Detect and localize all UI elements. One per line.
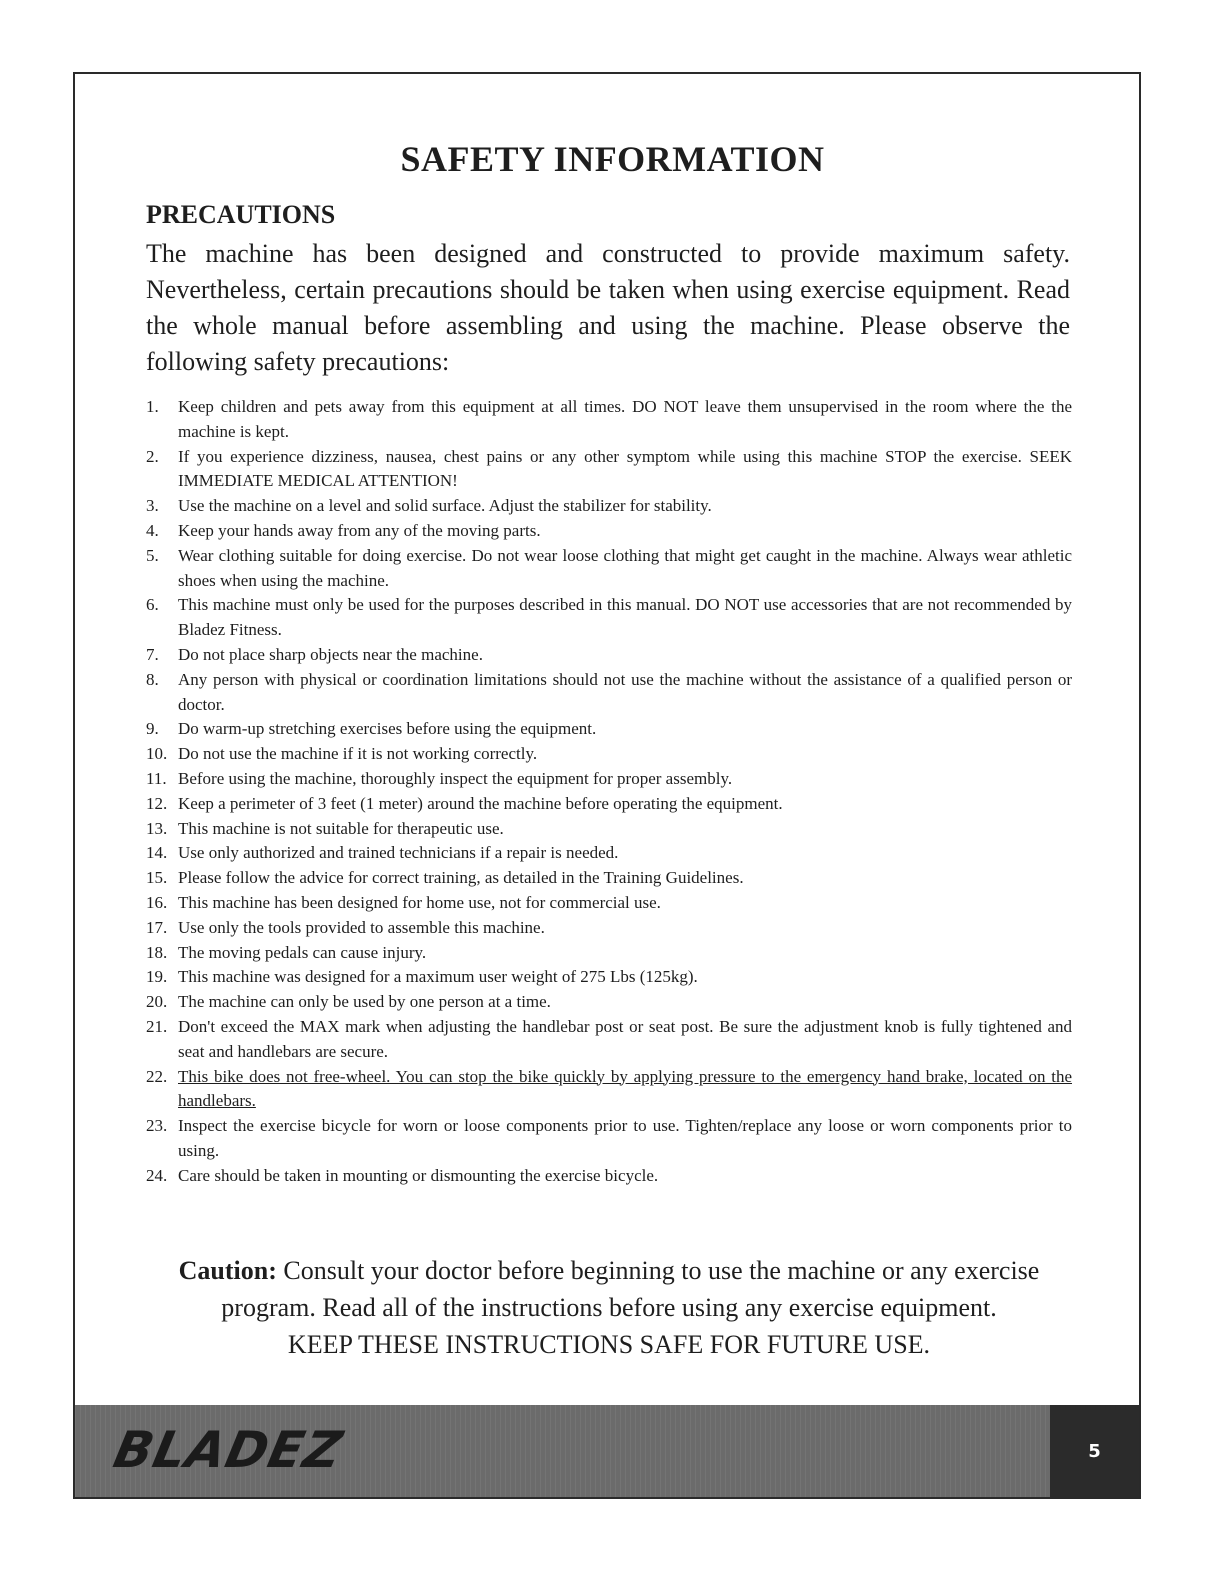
item-number: 23. <box>146 1116 168 1136</box>
item-text: Use the machine on a level and solid surface. Adjust the stabilizer for stability. <box>178 496 712 516</box>
item-number: 9. <box>146 719 159 739</box>
list-item <box>146 1065 1072 1115</box>
item-number: 20. <box>146 992 168 1012</box>
list-item <box>146 643 1072 668</box>
list-item <box>146 841 1072 866</box>
list-item <box>146 1015 1072 1065</box>
item-number: 14. <box>146 843 168 863</box>
list-item <box>146 519 1072 544</box>
item-text: If you experience dizziness, nausea, chest pains or any other symptom while using this machine STOP the exercise. SEEK IMMEDIATE MEDICAL ATTENTION! <box>178 446 1072 491</box>
item-number: 11. <box>146 768 167 788</box>
list-item <box>146 965 1072 990</box>
list-item <box>146 494 1072 519</box>
item-text: Inspect the exercise bicycle for worn or loose components prior to use. Tighten/replace any loose or worn components prior to using. <box>178 1116 1072 1160</box>
list-item <box>146 1114 1072 1164</box>
list-item <box>146 1164 1072 1189</box>
item-text: Do warm-up stretching exercises before using the equipment. <box>178 719 597 739</box>
list-item <box>146 990 1072 1015</box>
item-number: 10. <box>146 744 168 764</box>
bladez-logo: BLADEZ <box>108 1421 348 1479</box>
item-number: 24. <box>146 1165 168 1185</box>
item-number: 15. <box>146 868 168 888</box>
section-heading: PRECAUTIONS <box>146 200 336 229</box>
list-item <box>146 668 1072 718</box>
item-text: Wear clothing suitable for doing exercise. Do not wear loose clothing that might get caught in the machine. Always wear athletic shoes when using the machine. <box>178 545 1072 590</box>
item-number: 17. <box>146 917 168 937</box>
item-text: Care should be taken in mounting or dismounting the exercise bicycle. <box>178 1165 659 1185</box>
item-number: 5. <box>146 545 159 565</box>
item-text: Do not place sharp objects near the machine. <box>178 644 483 664</box>
item-number: 21. <box>146 1016 168 1036</box>
item-number: 1. <box>146 397 159 416</box>
list-item <box>146 593 1072 643</box>
item-number: 19. <box>146 967 168 987</box>
caution-block <box>146 1252 1072 1363</box>
item-number: 3. <box>146 496 159 516</box>
item-number: 13. <box>146 818 168 838</box>
item-text: Use only the tools provided to assemble this machine. <box>178 917 545 937</box>
list-item <box>146 767 1072 792</box>
footer-bar <box>75 1405 1139 1497</box>
item-text: Please follow the advice for correct training, as detailed in the Training Guidelines. <box>178 868 744 888</box>
item-text: This machine must only be used for the purposes described in this manual. DO NOT use accessories that are not recommended by Bladez Fitness. <box>178 595 1072 640</box>
item-text: This machine is not suitable for therapeutic use. <box>178 818 504 838</box>
item-number: 18. <box>146 942 168 962</box>
item-text: The moving pedals can cause injury. <box>178 942 427 962</box>
item-text: Use only authorized and trained technicians if a repair is needed. <box>178 843 619 863</box>
item-number: 4. <box>146 520 159 540</box>
precautions-list <box>146 395 1072 1189</box>
item-text: Keep your hands away from any of the moving parts. <box>178 520 541 540</box>
item-text: This machine has been designed for home use, not for commercial use. <box>178 892 661 912</box>
item-text: Before using the machine, thoroughly inspect the equipment for proper assembly. <box>178 768 733 788</box>
item-text: Do not use the machine if it is not working correctly. <box>178 744 538 764</box>
caution-text: Consult your doctor before beginning to use the machine or any exercise program. Read all of the instructions before using any exercise equipment. <box>221 1256 1040 1322</box>
list-item <box>146 817 1072 842</box>
keep-instructions: KEEP THESE INSTRUCTIONS SAFE FOR FUTURE USE. <box>287 1330 931 1359</box>
caution-label: Caution: <box>178 1256 277 1285</box>
item-text: The machine can only be used by one person at a time. <box>178 992 551 1012</box>
item-number: 2. <box>146 446 159 466</box>
item-number: 7. <box>146 644 159 664</box>
list-item <box>146 792 1072 817</box>
item-text: Don't exceed the MAX mark when adjusting the handlebar post or seat post. Be sure the adjustment knob is fully tightened and seat and handlebars are secure. <box>178 1016 1072 1061</box>
item-text: Keep a perimeter of 3 feet (1 meter) around the machine before operating the equipment. <box>178 793 783 813</box>
intro-paragraph: The machine has been designed and constructed to provide maximum safety. Nevertheless, certain precautions should be taken when using exercise equipment. Read the whole manual before assembling and using the machine. Please observe the following safety precautions: <box>146 239 1070 376</box>
item-text: This machine was designed for a maximum user weight of 275 Lbs (125kg). <box>178 967 698 987</box>
item-text-underlined: This bike does not free-wheel. You can stop the bike quickly by applying pressure to the emergency hand brake, located on the handlebars. <box>178 1066 1072 1111</box>
item-number: 12. <box>146 793 168 813</box>
list-item <box>146 544 1072 594</box>
list-item <box>146 941 1072 966</box>
page-number: 5 <box>1050 1405 1139 1497</box>
item-number: 6. <box>146 595 159 615</box>
page-title: SAFETY INFORMATION <box>400 139 825 179</box>
item-text: Any person with physical or coordination limitations should not use the machine without the assistance of a qualified person or doctor. <box>178 669 1072 714</box>
item-number: 8. <box>146 669 159 689</box>
list-item <box>146 742 1072 767</box>
item-number: 16. <box>146 892 168 912</box>
list-item <box>146 891 1072 916</box>
list-item <box>146 866 1072 891</box>
list-item <box>146 717 1072 742</box>
list-item <box>146 445 1072 495</box>
item-number: 22. <box>146 1066 168 1086</box>
item-text: Keep children and pets away from this equipment at all times. DO NOT leave them unsupervised in the room where the the machine is kept. <box>178 397 1072 441</box>
list-item <box>146 916 1072 941</box>
list-item <box>146 395 1072 445</box>
